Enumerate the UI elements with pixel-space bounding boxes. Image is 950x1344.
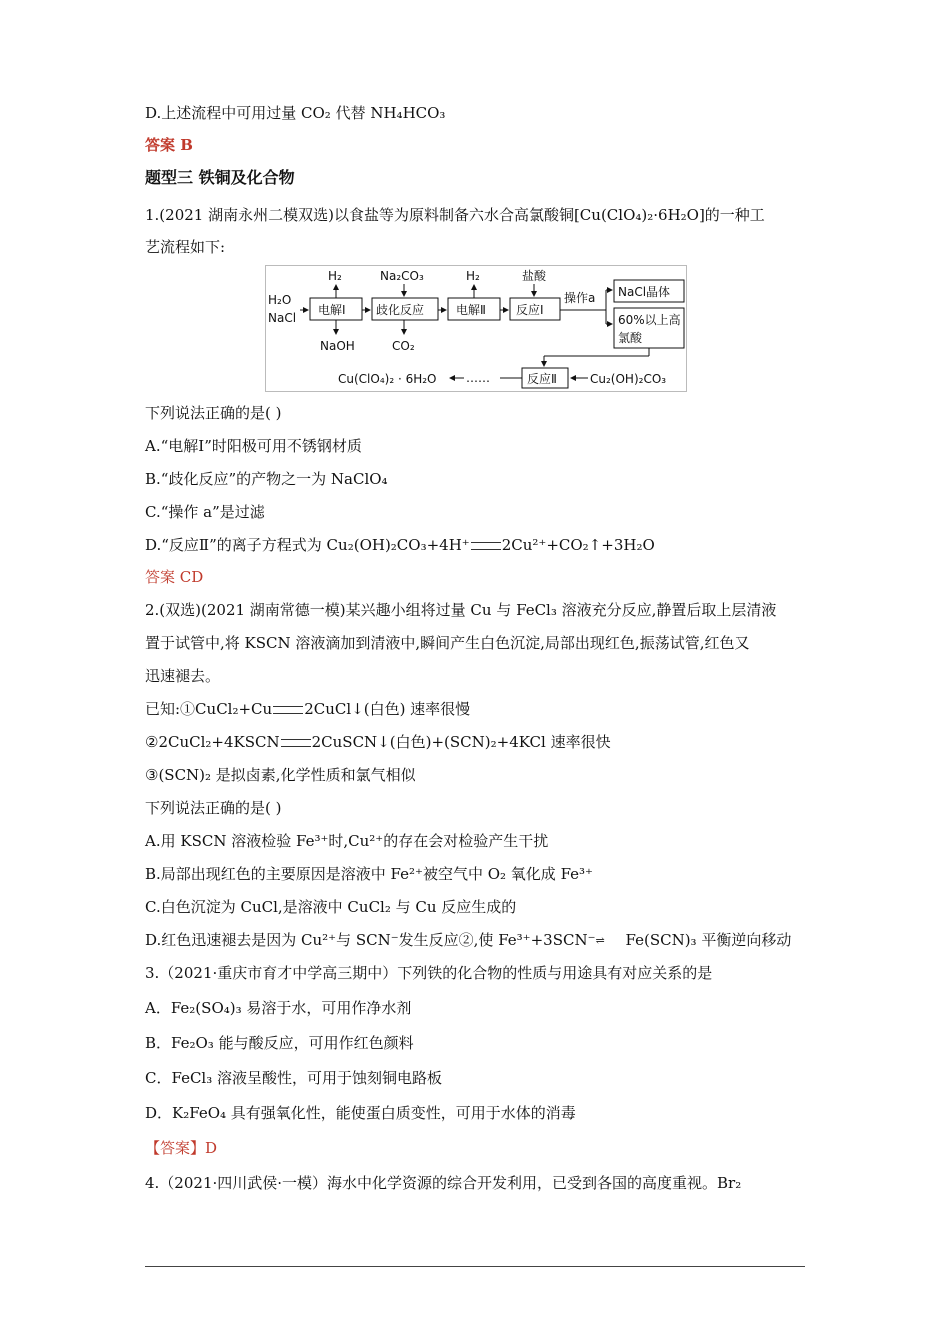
q1-option-b: B.“歧化反应”的产物之一为 NaClO₄ — [145, 470, 388, 488]
q2-stem-1: 2.(双选)(2021 湖南常德一模)某兴趣小组将过量 Cu 与 FeCl₃ 溶液充分反应,静置后取上层清液 — [145, 601, 777, 619]
label-h2-1: H₂ — [328, 269, 342, 283]
reversible-arrow-icon: ⇌ — [595, 934, 605, 947]
label-dots: …… — [466, 371, 490, 385]
equals-sign-icon — [471, 542, 501, 550]
q1-option-c: C.“操作 a”是过滤 — [145, 503, 265, 521]
option-d-prev: D.上述流程中可用过量 CO₂ 代替 NH₄HCO₃ — [145, 104, 446, 122]
q2-stem-2: 置于试管中,将 KSCN 溶液滴加到清液中,瞬间产生白色沉淀,局部出现红色,振荡试管,红色又 — [145, 634, 750, 652]
equals-sign-icon — [273, 706, 303, 714]
q2-given-1: 已知:①CuCl₂+Cu 2CuCl↓(白色) 速率很慢 — [145, 700, 471, 718]
q3-option-b: B．Fe₂O₃ 能与酸反应，可用作红色颜料 — [145, 1034, 414, 1052]
svg-text:NaCl晶体: NaCl晶体 — [618, 285, 671, 299]
q3-answer: 【答案】D — [145, 1139, 218, 1157]
q2-option-c: C.白色沉淀为 CuCl,是溶液中 CuCl₂ 与 Cu 反应生成的 — [145, 898, 517, 916]
svg-text:歧化反应: 歧化反应 — [376, 303, 425, 317]
svg-text:氯酸: 氯酸 — [618, 331, 643, 345]
q3-option-a: A．Fe₂(SO₄)₃ 易溶于水，可用作净水剂 — [145, 999, 412, 1017]
q2-option-a: A.用 KSCN 溶液检验 Fe³⁺时,Cu²⁺的存在会对检验产生干扰 — [145, 832, 549, 850]
q2-option-b: B.局部出现红色的主要原因是溶液中 Fe²⁺被空气中 O₂ 氧化成 Fe³⁺ — [145, 865, 593, 883]
q2-stem-3: 迅速褪去。 — [145, 667, 221, 685]
label-na2co3: Na₂CO₃ — [380, 269, 424, 283]
label-hcl: 盐酸 — [522, 269, 547, 283]
label-h2-2: H₂ — [466, 269, 480, 283]
q2-prompt: 下列说法正确的是( ) — [145, 799, 282, 817]
label-naoh: NaOH — [320, 339, 355, 353]
input-nacl: NaCl — [268, 311, 297, 325]
q4-stem: 4.（2021·四川武侯·一模）海水中化学资源的综合开发利用，已受到各国的高度重视。Br₂ — [145, 1174, 742, 1192]
process-flow-diagram — [265, 265, 687, 392]
answer-prev: 答案 B — [145, 136, 193, 154]
svg-text:反应Ⅱ: 反应Ⅱ — [527, 372, 557, 386]
label-co2: CO₂ — [392, 339, 415, 353]
q1-option-a: A.“电解Ⅰ”时阳极可用不锈钢材质 — [145, 437, 362, 455]
q1-option-d: D.“反应Ⅱ”的离子方程式为 Cu₂(OH)₂CO₃+4H⁺ 2Cu²⁺+CO₂↑+3H₂O — [145, 536, 655, 554]
q1-stem-1: 1.(2021 湖南永州二模双选)以食盐等为原料制备六水合高氯酸铜[Cu(ClO₄)₂·6H₂O]的一种工 — [145, 206, 765, 224]
section-heading: 题型三 铁铜及化合物 — [145, 168, 295, 187]
svg-text:反应Ⅰ: 反应Ⅰ — [516, 303, 544, 317]
q2-given-3: ③(SCN)₂ 是拟卤素,化学性质和氯气相似 — [145, 766, 416, 784]
q1-prompt: 下列说法正确的是( ) — [145, 404, 282, 422]
q2-given-2: ②2CuCl₂+4KSCN 2CuSCN↓(白色)+(SCN)₂+4KCl 速率很快 — [145, 733, 611, 751]
svg-text:60%以上高: 60%以上高 — [618, 313, 681, 327]
label-product: Cu(ClO₄)₂ · 6H₂O — [338, 372, 437, 386]
label-op-a: 操作a — [564, 291, 596, 305]
equals-sign-icon — [281, 739, 311, 747]
footer-rule — [145, 1266, 805, 1267]
q1-answer: 答案 CD — [145, 568, 204, 586]
q1-stem-2: 艺流程如下: — [145, 238, 226, 256]
label-basic-copper-carbonate: Cu₂(OH)₂CO₃ — [590, 372, 667, 386]
input-h2o: H₂O — [268, 293, 292, 307]
q3-stem: 3.（2021·重庆市育才中学高三期中）下列铁的化合物的性质与用途具有对应关系的是 — [145, 964, 713, 982]
q2-option-d: D.红色迅速褪去是因为 Cu²⁺与 SCN⁻发生反应②,使 Fe³⁺+3SCN⁻⇌ Fe(SCN)₃ 平衡逆向移动 — [145, 931, 792, 949]
q3-option-c: C．FeCl₃ 溶液呈酸性，可用于蚀刻铜电路板 — [145, 1069, 442, 1087]
svg-text:电解Ⅰ: 电解Ⅰ — [318, 303, 346, 317]
svg-text:电解Ⅱ: 电解Ⅱ — [456, 303, 486, 317]
q3-option-d: D．K₂FeO₄ 具有强氧化性，能使蛋白质变性，可用于水体的消毒 — [145, 1104, 576, 1122]
